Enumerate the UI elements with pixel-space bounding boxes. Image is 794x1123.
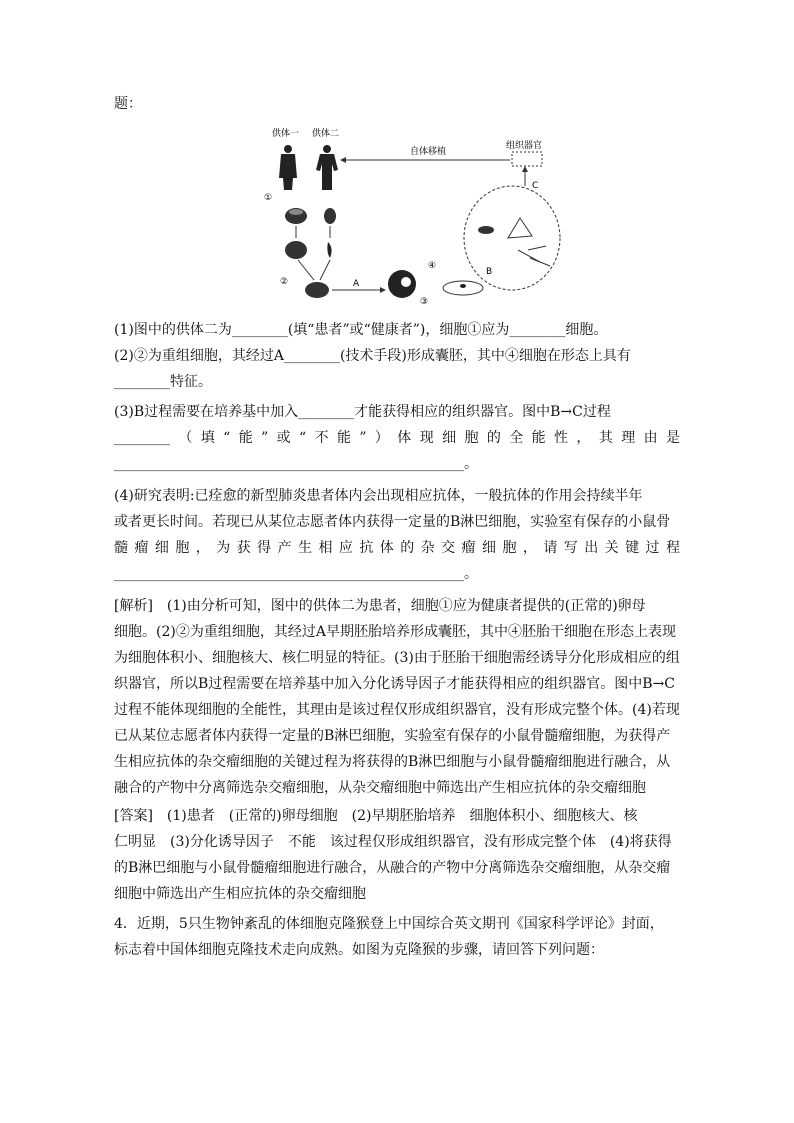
- q2-line1: (2)②为重组细胞，其经过A________(技术手段)形成囊胚，其中④细胞在形态上具有: [114, 348, 631, 364]
- donor2-label: 供体二: [312, 129, 340, 139]
- donor1-person-icon: [279, 145, 297, 190]
- label-A: A: [353, 279, 360, 289]
- analysis-line2: 细胞。(2)②为重组细胞，其经过A早期胚胎培养形成囊胚，其中④胚胎干细胞在形态上表现: [114, 624, 676, 640]
- q2-line2: ________特征。: [114, 374, 212, 390]
- answer-line1: [答案] (1)患者 (正常的)卵母细胞 (2)早期胚胎培养 细胞体积小、细胞核大、核: [114, 808, 638, 824]
- cell-cluster-icon: [478, 226, 494, 234]
- label-B: B: [486, 267, 493, 277]
- q4-line2: 或者更长时间。若现已从某位志愿者体内获得一定量的B淋巴细胞，实验室有保存的小鼠骨: [114, 514, 671, 530]
- q4-line3: 髓瘤细胞，为获得产生相应抗体的杂交瘤细胞，请写出关键过程: [114, 540, 680, 556]
- tissue-organ-label: 组织器官: [506, 141, 543, 151]
- donor2-person-icon: [316, 145, 338, 190]
- analysis-line7: 生相应抗体的杂交瘤细胞的关键过程为将获得的B淋巴细胞与小鼠骨髓瘤细胞进行融合，从: [114, 754, 671, 770]
- q4-intro-line1: 4．近期，5只生物钟紊乱的体细胞克隆猴登上中国综合英文期刊《国家科学评论》封面，: [114, 916, 664, 932]
- number-1: ①: [264, 193, 273, 203]
- analysis-line1: [解析] (1)由分析可知，图中的供体二为患者，细胞①应为健康者提供的(正常的)卵母: [114, 598, 646, 614]
- answer-line3: 的B淋巴细胞与小鼠骨髓瘤细胞进行融合，从融合的产物中分离筛选杂交瘤细胞，从杂交瘤: [114, 860, 671, 876]
- analysis-line8: 融合的产物中分离筛选杂交瘤细胞，从杂交瘤细胞中筛选出产生相应抗体的杂交瘤细胞: [114, 780, 646, 796]
- label-C: C: [532, 181, 539, 191]
- q3-line2: ________（填“能”或“不能”）体现细胞的全能性，其理由是: [114, 430, 680, 446]
- q4-intro-line2: 标志着中国体细胞克隆技术走向成熟。如图为克隆猴的步骤，请回答下列问题：: [114, 942, 604, 958]
- q4-line4: __________________________________________________。: [114, 566, 478, 582]
- enucleated-egg-icon: [285, 241, 307, 259]
- recombinant-cell-icon: [305, 282, 329, 298]
- answer-line4: 细胞中筛选出产生相应抗体的杂交瘤细胞: [114, 886, 366, 902]
- tissue-organ-icon: [512, 152, 542, 166]
- neuron-cell-icon: [508, 218, 532, 238]
- q1-line: (1)图中的供体二为________(填“患者”或“健康者”)，细胞①应为________细胞。: [114, 322, 608, 338]
- autotransplant-label: 自体移植: [410, 147, 447, 157]
- analysis-line3: 为细胞体积小、细胞核大、核仁明显的特征。(3)由于胚胎干细胞需经诱导分化形成相应的组: [114, 650, 680, 666]
- analysis-line5: 过程不能体现细胞的全能性，其理由是该过程仅形成组织器官，没有形成完整个体。(4)若现: [114, 702, 680, 718]
- q3-line3: __________________________________________________。: [114, 456, 478, 472]
- q3-line1: (3)B过程需要在培养基中加入________才能获得相应的组织器官。图中B→C过程: [114, 404, 611, 420]
- number-3: ③: [420, 297, 429, 307]
- intro-text: 题：: [114, 96, 142, 112]
- number-2: ②: [280, 277, 289, 287]
- somatic-cell-icon: [324, 208, 336, 224]
- nucleus-icon: [327, 242, 331, 258]
- number-4: ④: [428, 261, 437, 271]
- analysis-line4: 织器官，所以B过程需要在培养基中加入分化诱导因子才能获得相应的组织器官。图中B→C: [114, 676, 676, 692]
- cloning-figure: [250, 129, 570, 308]
- donor1-label: 供体一: [272, 129, 300, 139]
- answer-line2: 仁明显 (3)分化诱导因子 不能 该过程仅形成组织器官，没有形成完整个体 (4)将获得: [114, 834, 672, 850]
- q4-line1: (4)研究表明:已痊愈的新型肺炎患者体内会出现相应抗体，一般抗体的作用会持续半年: [114, 488, 643, 504]
- analysis-line6: 已从某位志愿者体内获得一定量的B淋巴细胞，实验室有保存的小鼠骨髓瘤细胞，为获得产: [114, 728, 671, 744]
